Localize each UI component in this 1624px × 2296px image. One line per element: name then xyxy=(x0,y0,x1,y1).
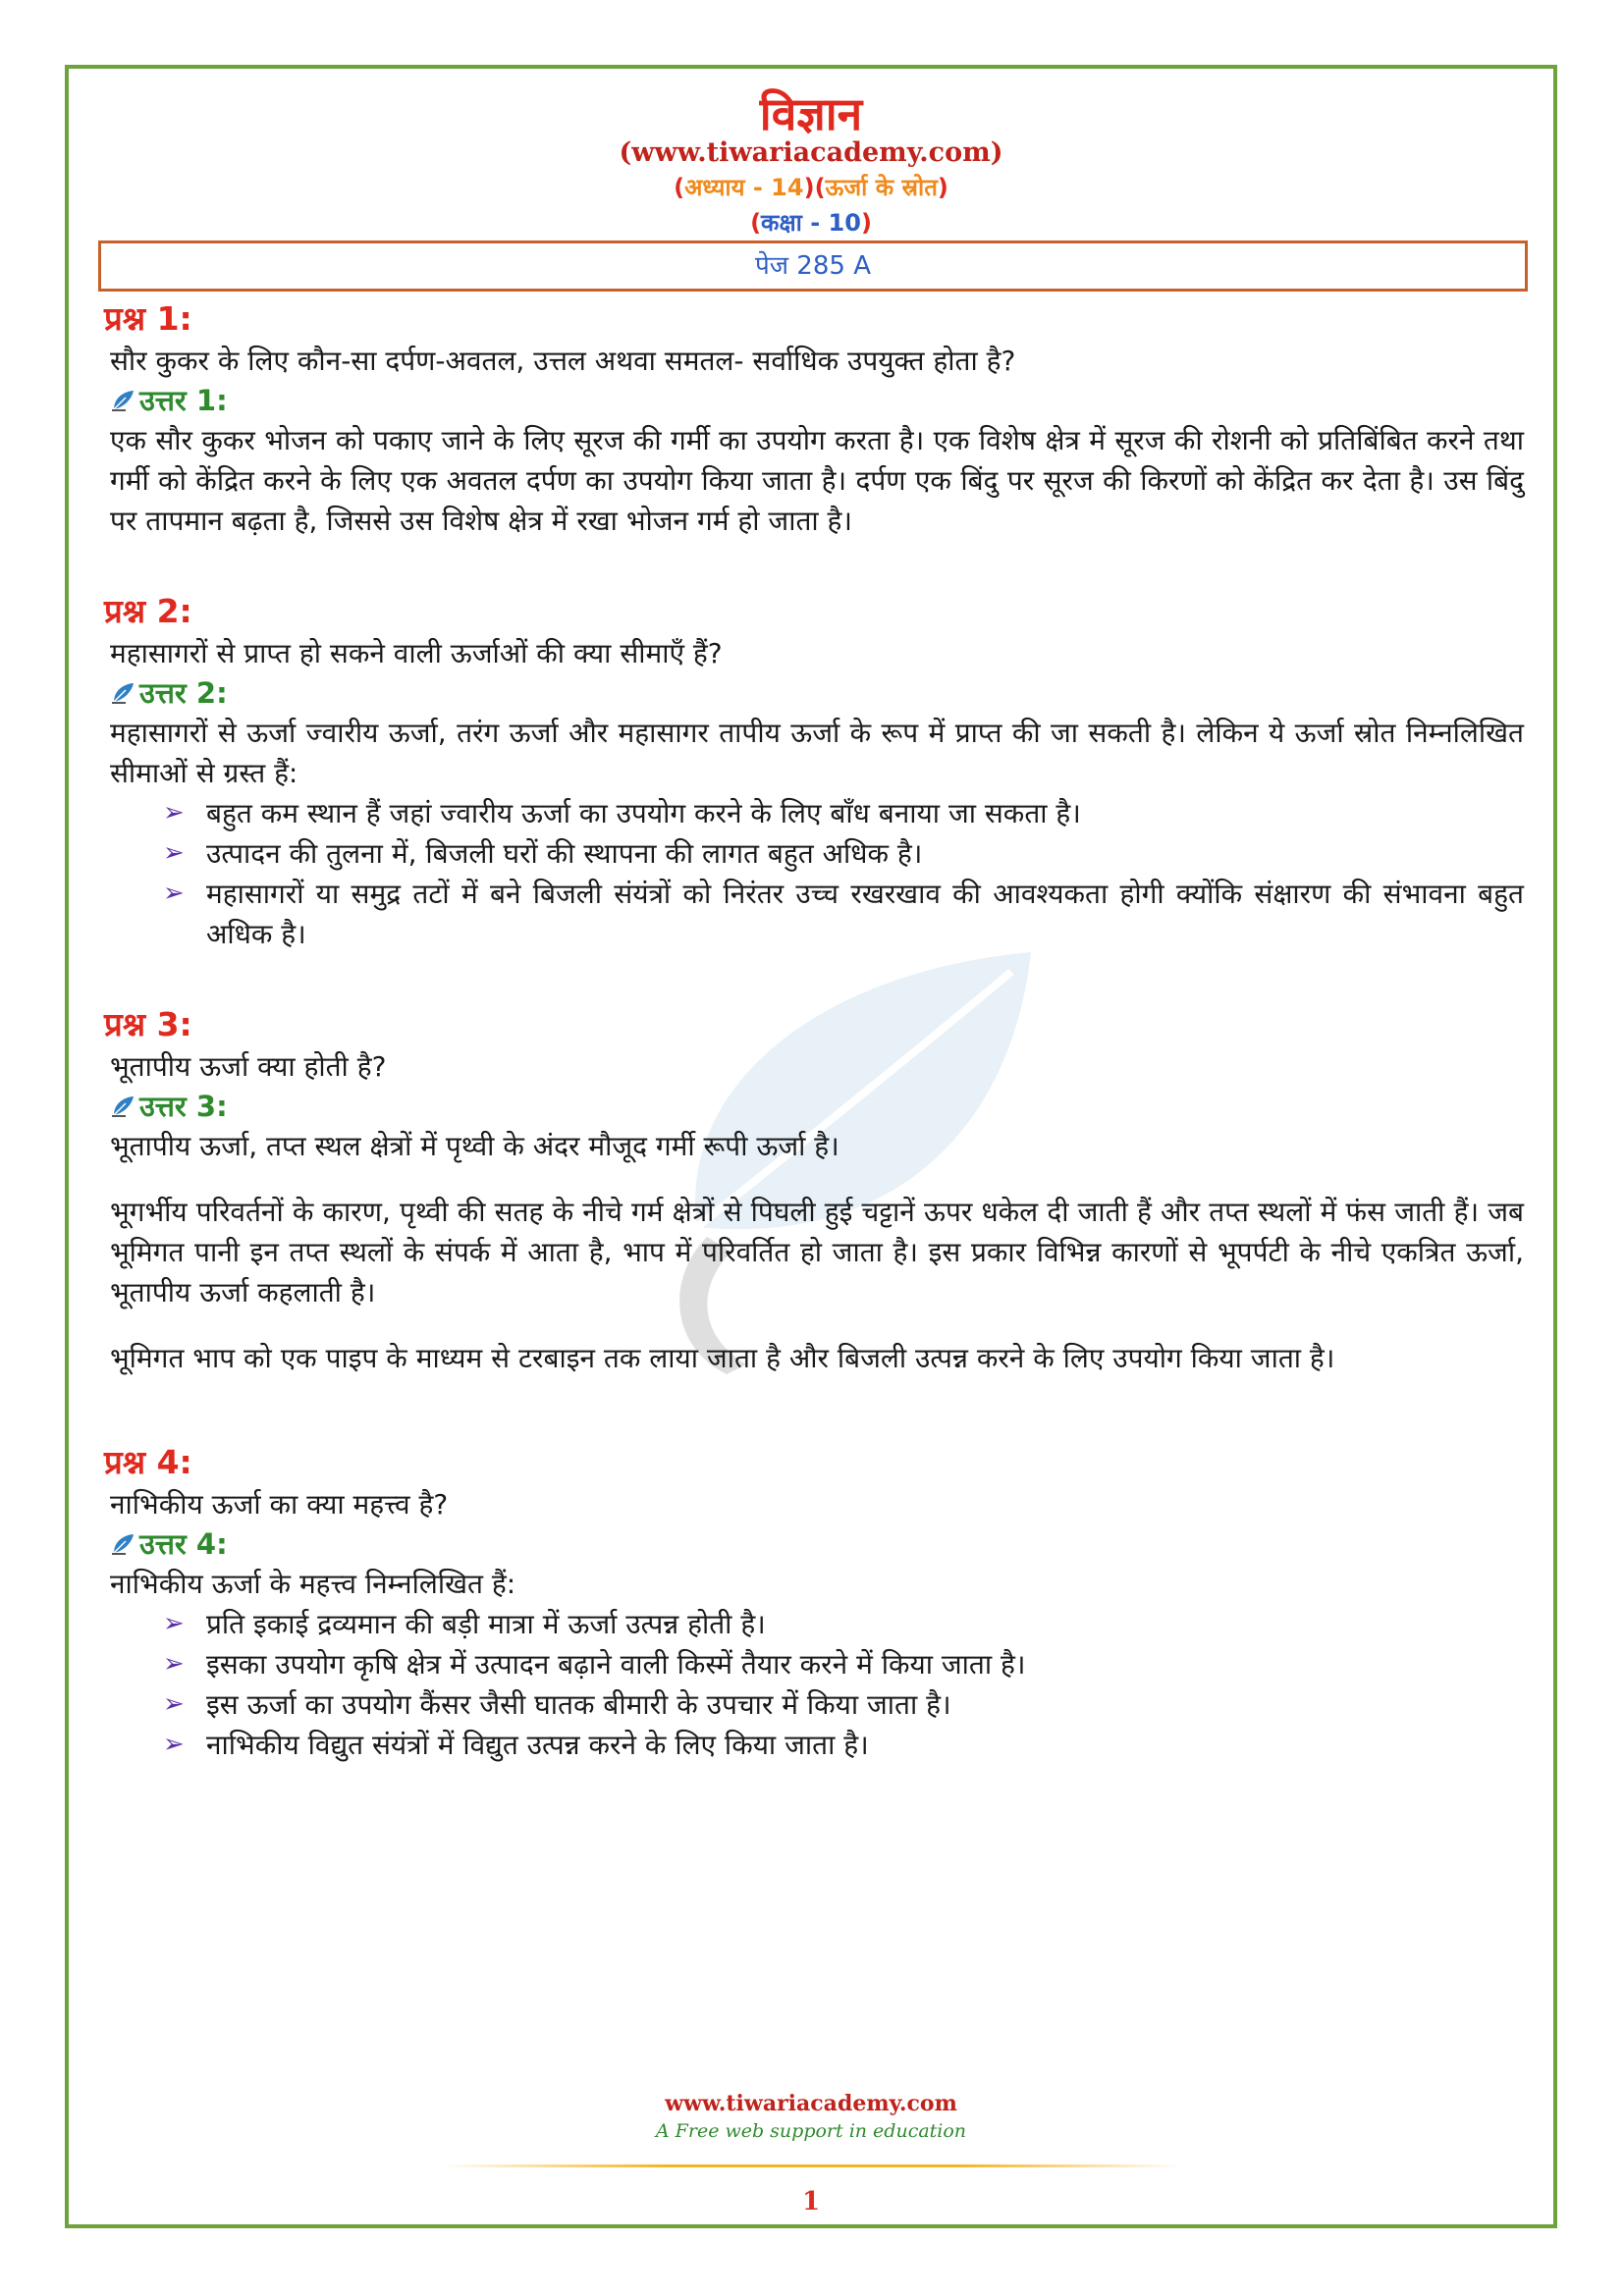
list-item xyxy=(110,1684,1524,1725)
chapter-topic: ऊर्जा के स्रोत xyxy=(825,174,938,201)
pen-icon xyxy=(110,680,135,706)
question-block-2 xyxy=(104,590,1524,954)
list-item xyxy=(110,1725,1524,1765)
answer-bullet-list xyxy=(110,793,1524,954)
chapter-number: अध्याय - 14 xyxy=(684,174,804,201)
list-item-text: नाभिकीय विद्युत संयंत्रों में विद्युत उत्पन्न करने के लिए किया जाता है। xyxy=(206,1729,869,1761)
answer-heading-label: उत्तर 1: xyxy=(139,384,228,417)
bullet-arrow-icon: ➢ xyxy=(163,879,185,908)
answer-bullet-list xyxy=(110,1604,1524,1765)
class-paren-close: ) xyxy=(860,209,872,237)
bullet-arrow-icon: ➢ xyxy=(163,838,185,868)
chapter-paren-mid: )( xyxy=(803,174,826,201)
bullet-arrow-icon: ➢ xyxy=(163,1730,185,1759)
list-item-text: प्रति इकाई द्रव्यमान की बड़ी मात्रा में ऊर्जा उत्पन्न होती है। xyxy=(206,1608,766,1640)
bullet-arrow-icon: ➢ xyxy=(163,1689,185,1719)
list-item-text: इस ऊर्जा का उपयोग कैंसर जैसी घातक बीमारी के उपचार में किया जाता है। xyxy=(206,1688,951,1721)
footer-divider xyxy=(442,2164,1182,2167)
bullet-arrow-icon: ➢ xyxy=(163,798,185,828)
site-url: (www.tiwariacademy.com) xyxy=(619,137,1003,168)
bullet-arrow-icon: ➢ xyxy=(163,1609,185,1638)
list-item xyxy=(110,1644,1524,1684)
class-line xyxy=(65,206,1557,239)
bullet-arrow-icon: ➢ xyxy=(163,1649,185,1679)
pen-icon xyxy=(110,1531,135,1557)
list-item-text: महासागरों या समुद्र तटों में बने बिजली संयंत्रों को निरंतर उच्च रखरखाव की आवश्यकता होगी क्योंकि संक्षारण की संभावना बहुत अधिक है। xyxy=(206,878,1524,950)
question-heading: प्रश्न 2: xyxy=(104,592,192,630)
answer-heading xyxy=(110,673,1524,713)
question-block-1 xyxy=(104,297,1524,541)
list-item xyxy=(110,793,1524,833)
footer-site-link[interactable]: www.tiwariacademy.com xyxy=(665,2091,957,2116)
list-item-text: उत्पादन की तुलना में, बिजली घरों की स्थापना की लागत बहुत अधिक है। xyxy=(206,837,923,870)
answer-heading-label: उत्तर 2: xyxy=(139,676,228,710)
question-text: भूतापीय ऊर्जा क्या होती है? xyxy=(110,1050,387,1083)
answer-heading-label: उत्तर 4: xyxy=(139,1527,228,1561)
answer-text: एक सौर कुकर भोजन को पकाए जाने के लिए सूरज की गर्मी का उपयोग करता है। एक विशेष क्षेत्र में सूरज की रोशनी को प्रतिबिंबित करने तथा गर्मी को केंद्रित करने के लिए एक अवतल दर्पण का उपयोग किया जाता है। दर्पण एक बिंदु पर सूरज की किरणों को केंद्रित कर देता है। उस बिंदु पर तापमान बढ़ता है, जिससे उस विशेष क्षेत्र में रखा भोजन गर्म हो जाता है। xyxy=(110,424,1524,537)
page-number: 1 xyxy=(801,2187,821,2216)
list-item-text: बहुत कम स्थान हैं जहां ज्वारीय ऊर्जा का उपयोग करने के लिए बाँध बनाया जा सकता है। xyxy=(206,797,1081,829)
chapter-paren-open: ( xyxy=(674,174,685,201)
questions-content xyxy=(104,297,1525,1765)
question-text: सौर कुकर के लिए कौन-सा दर्पण-अवतल, उत्तल अथवा समतल- सर्वाधिक उपयुक्त होता है? xyxy=(110,345,1016,377)
chapter-paren-close: ) xyxy=(937,174,948,201)
pen-icon xyxy=(110,1094,135,1119)
answer-paragraph-3: भूमिगत भाप को एक पाइप के माध्यम से टरबाइन तक लाया जाता है और बिजली उत्पन्न करने के लिए उपयोग किया जाता है। xyxy=(110,1342,1335,1374)
list-item xyxy=(110,833,1524,874)
answer-text: भूतापीय ऊर्जा, तप्त स्थल क्षेत्रों में पृथ्वी के अंदर मौजूद गर्मी रूपी ऊर्जा है। xyxy=(110,1130,839,1162)
answer-paragraph-2: भूगर्भीय परिवर्तनों के कारण, पृथ्वी की सतह के नीचे गर्म क्षेत्रों से पिघली हुई चट्टानें ऊपर धकेल दी जाती हैं और तप्त स्थलों में फंस जाती हैं। जब भूमिगत पानी इन तप्त स्थलों के संपर्क में आता है, भाप में परिवर्तित हो जाता है। इस प्रकार विभिन्न कारणों से भूपर्पटी के नीचे एकत्रित ऊर्जा, भूतापीय ऊर्जा कहलाती है। xyxy=(110,1196,1525,1308)
footer-tagline: A Free web support in education xyxy=(655,2120,967,2142)
question-heading: प्रश्न 4: xyxy=(104,1443,192,1481)
question-text: नाभिकीय ऊर्जा का क्या महत्त्व है? xyxy=(110,1488,449,1521)
page-title: विज्ञान xyxy=(759,87,863,140)
question-heading: प्रश्न 3: xyxy=(104,1005,192,1043)
pen-icon xyxy=(110,388,135,413)
answer-heading xyxy=(110,1524,1524,1564)
question-block-3 xyxy=(104,1003,1525,1378)
list-item xyxy=(110,1604,1524,1644)
class-label: कक्षा - 10 xyxy=(761,209,861,237)
list-item xyxy=(110,874,1524,954)
list-item-text: इसका उपयोग कृषि क्षेत्र में उत्पादन बढ़ाने वाली किस्में तैयार करने में किया जाता है। xyxy=(206,1648,1026,1681)
answer-text: नाभिकीय ऊर्जा के महत्त्व निम्नलिखित हैं: xyxy=(110,1568,516,1600)
question-block-4 xyxy=(104,1441,1524,1765)
answer-heading xyxy=(110,381,1524,420)
question-text: महासागरों से प्राप्त हो सकने वाली ऊर्जाओं की क्या सीमाएँ हैं? xyxy=(110,637,723,669)
chapter-line xyxy=(65,171,1557,203)
answer-heading-label: उत्तर 3: xyxy=(139,1090,228,1123)
answer-heading xyxy=(110,1087,1524,1126)
page-reference-box: पेज 285 A xyxy=(98,240,1528,292)
question-heading: प्रश्न 1: xyxy=(104,299,192,338)
answer-text: महासागरों से ऊर्जा ज्वारीय ऊर्जा, तरंग ऊर्जा और महासागर तापीय ऊर्जा के रूप में प्राप्त की जा सकती है। लेकिन ये ऊर्जा स्रोत निम्नलिखित सीमाओं से ग्रस्त हैं: xyxy=(110,717,1524,789)
class-paren-open: ( xyxy=(750,209,762,237)
